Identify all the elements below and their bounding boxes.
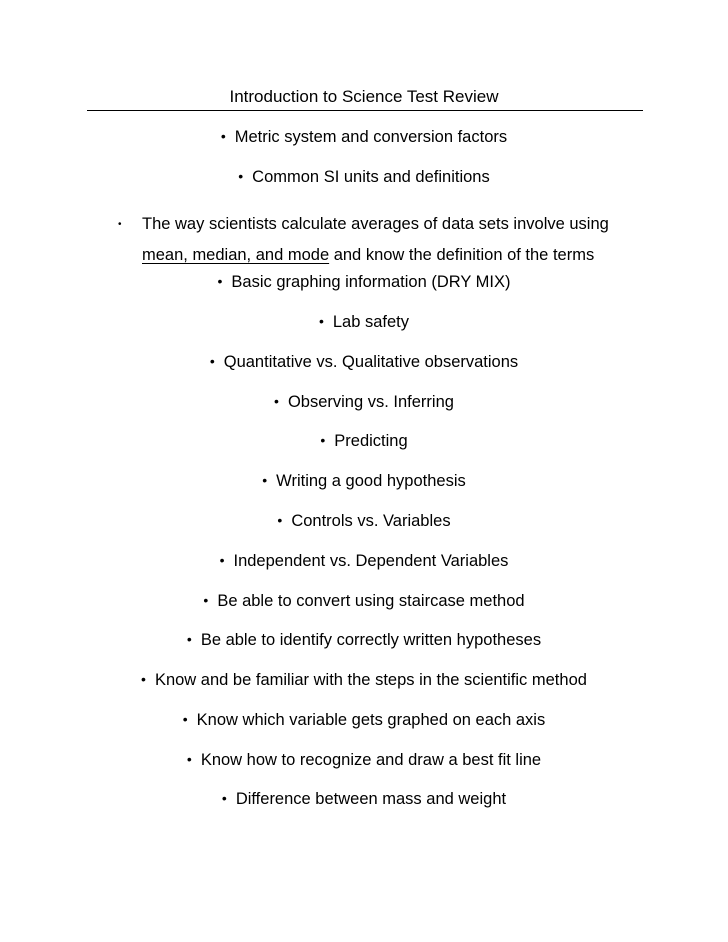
bullet-icon: • bbox=[186, 631, 192, 647]
list-item bbox=[0, 711, 728, 730]
list-item-text: Metric system and conversion factors bbox=[234, 128, 508, 146]
bullet-icon: • bbox=[320, 432, 326, 448]
list-item-text: Controls vs. Variables bbox=[291, 512, 451, 530]
page-title: Introduction to Science Test Review bbox=[229, 87, 499, 106]
list-item bbox=[0, 393, 728, 412]
list-item-text-rest: and know the definition of the terms bbox=[329, 246, 595, 264]
list-item bbox=[0, 751, 728, 770]
list-item bbox=[0, 273, 728, 292]
list-item-text: Be able to convert using staircase method bbox=[217, 592, 525, 610]
list-item bbox=[0, 592, 728, 611]
list-item-text-line1: The way scientists calculate averages of data sets involve using bbox=[142, 215, 609, 233]
list-item-text: Predicting bbox=[334, 432, 408, 450]
bullet-icon: • bbox=[274, 393, 279, 409]
list-item bbox=[0, 168, 728, 187]
bullet-icon: • bbox=[220, 128, 226, 144]
list-item-text: Writing a good hypothesis bbox=[276, 472, 466, 490]
list-item bbox=[0, 353, 728, 372]
list-item-text: Basic graphing information (DRY MIX) bbox=[231, 273, 511, 291]
list-item-text: Common SI units and definitions bbox=[252, 168, 490, 186]
list-item-text: Know and be familiar with the steps in the scientific method bbox=[154, 671, 587, 689]
list-item-text-line2 bbox=[142, 240, 658, 271]
bullet-icon: • bbox=[217, 273, 223, 289]
bullet-icon: • bbox=[203, 592, 209, 608]
underlined-terms: mean, median, and mode bbox=[142, 246, 330, 264]
list-item bbox=[0, 552, 728, 571]
list-item bbox=[0, 313, 728, 332]
bullet-icon: • bbox=[262, 472, 268, 488]
list-item-averages bbox=[118, 209, 658, 271]
bullet-icon: • bbox=[141, 671, 146, 687]
bullet-icon: • bbox=[186, 751, 192, 767]
bullet-icon: • bbox=[209, 353, 215, 369]
title-underline bbox=[87, 110, 643, 111]
list-item-text: Difference between mass and weight bbox=[235, 790, 507, 808]
bullet-icon: • bbox=[182, 711, 188, 727]
list-item-text: Be able to identify correctly written hypotheses bbox=[200, 631, 542, 649]
list-item-text: Know which variable gets graphed on each axis bbox=[196, 711, 546, 729]
bullet-icon: • bbox=[219, 552, 225, 568]
bullet-icon: • bbox=[318, 313, 324, 329]
list-item-text: Know how to recognize and draw a best fit line bbox=[200, 751, 542, 769]
list-item bbox=[0, 472, 728, 491]
list-item-text: Observing vs. Inferring bbox=[287, 393, 454, 411]
bullet-icon: • bbox=[277, 512, 283, 528]
list-item bbox=[0, 432, 728, 451]
list-item-text: Quantitative vs. Qualitative observations bbox=[223, 353, 519, 371]
list-item-text: Lab safety bbox=[332, 313, 410, 331]
bullet-icon: • bbox=[221, 790, 227, 806]
list-item bbox=[0, 128, 728, 147]
list-item bbox=[0, 671, 728, 690]
bullet-icon: • bbox=[118, 219, 122, 230]
list-item bbox=[0, 631, 728, 650]
list-item-text: Independent vs. Dependent Variables bbox=[233, 552, 509, 570]
list-item bbox=[0, 790, 728, 809]
list-item bbox=[0, 512, 728, 531]
bullet-icon: • bbox=[238, 168, 244, 184]
